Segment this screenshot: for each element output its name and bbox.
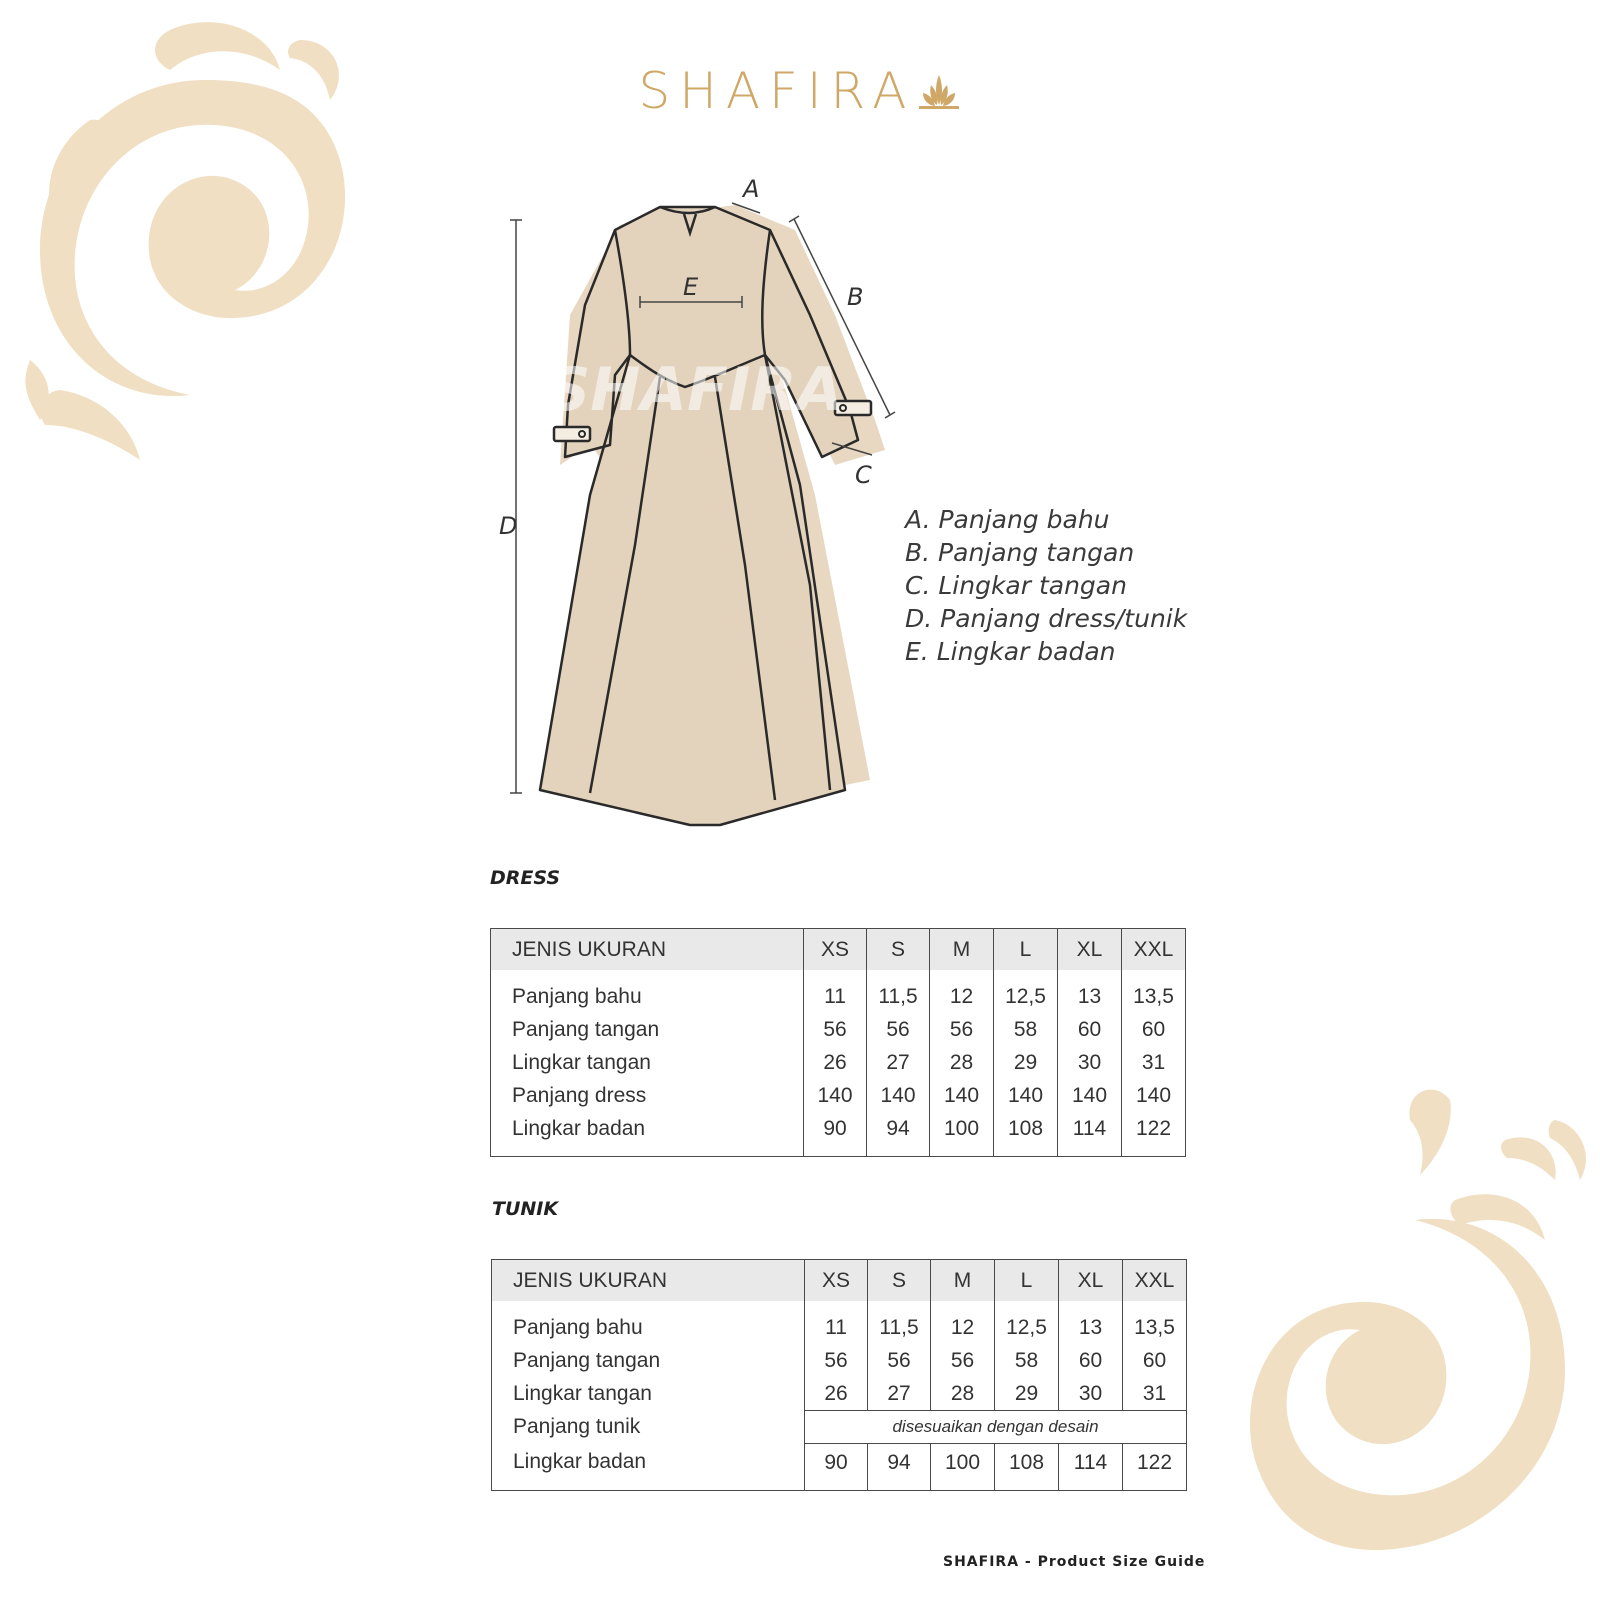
- table-row: [491, 1079, 1186, 1112]
- table-cell: 94: [868, 1444, 931, 1491]
- table-cell: 108: [994, 1112, 1058, 1157]
- header-size: XL: [1059, 1260, 1123, 1302]
- table-cell: 29: [994, 1046, 1058, 1079]
- table-cell: 60: [1058, 1013, 1122, 1046]
- row-label: Lingkar badan: [513, 1450, 647, 1474]
- table-cell: 56: [930, 1013, 994, 1046]
- header-size: XL: [1058, 929, 1122, 971]
- table-cell: 13: [1059, 1301, 1123, 1344]
- table-cell: 30: [1058, 1046, 1122, 1079]
- table-cell: 56: [805, 1344, 868, 1377]
- table-cell: 56: [931, 1344, 995, 1377]
- table-cell: 26: [804, 1046, 867, 1079]
- table-cell: 90: [804, 1112, 867, 1157]
- table-cell: 11,5: [867, 970, 930, 1013]
- table-cell: 94: [867, 1112, 930, 1157]
- label-b: B: [847, 283, 864, 311]
- row-label: Panjang bahu: [513, 1315, 643, 1339]
- table-cell: 114: [1059, 1444, 1123, 1491]
- header-size: M: [930, 929, 994, 971]
- table-cell: 27: [867, 1046, 930, 1079]
- header-size: XS: [805, 1260, 868, 1302]
- table-cell: 140: [930, 1079, 994, 1112]
- table-cell: 30: [1059, 1377, 1123, 1411]
- footer-caption: SHAFIRA - Product Size Guide: [943, 1554, 1206, 1570]
- brand-name: SHAFIRA: [638, 62, 916, 120]
- table-cell: 60: [1059, 1344, 1123, 1377]
- table-cell: 11,5: [868, 1301, 931, 1344]
- table-cell: 27: [868, 1377, 931, 1411]
- tunik-size-table: [491, 1259, 1187, 1491]
- table-cell: 12,5: [994, 970, 1058, 1013]
- table-cell: 122: [1123, 1444, 1187, 1491]
- dress-section-title: DRESS: [490, 867, 561, 889]
- header-size: XXL: [1122, 929, 1186, 971]
- header-size: L: [994, 929, 1058, 971]
- legend-item: B. Panjang tangan: [905, 538, 1135, 567]
- table-cell: 28: [930, 1046, 994, 1079]
- table-cell: 11: [805, 1301, 868, 1344]
- header-size: M: [931, 1260, 995, 1302]
- header-size: XS: [804, 929, 867, 971]
- table-row: [491, 1013, 1186, 1046]
- row-label: Panjang tunik: [513, 1415, 641, 1438]
- table-header-row: [491, 929, 1186, 971]
- table-cell: 140: [994, 1079, 1058, 1112]
- table-cell: 31: [1122, 1046, 1186, 1079]
- row-label: Panjang tangan: [512, 1017, 660, 1041]
- table-cell: 28: [931, 1377, 995, 1411]
- table-cell: 114: [1058, 1112, 1122, 1157]
- lotus-logo-icon: [917, 71, 961, 111]
- legend-item: C. Lingkar tangan: [905, 571, 1127, 600]
- tunik-section-title: TUNIK: [492, 1198, 559, 1220]
- header-label: JENIS UKURAN: [491, 929, 804, 971]
- table-row: [492, 1444, 1187, 1491]
- table-cell: 56: [804, 1013, 867, 1046]
- row-label: Panjang bahu: [512, 984, 642, 1008]
- table-cell: 12: [931, 1301, 995, 1344]
- header-size: L: [995, 1260, 1059, 1302]
- legend-item: A. Panjang bahu: [905, 505, 1110, 534]
- table-cell: 13,5: [1123, 1301, 1187, 1344]
- table-cell: 60: [1122, 1013, 1186, 1046]
- row-label: Lingkar tangan: [512, 1050, 651, 1074]
- table-cell: 100: [931, 1444, 995, 1491]
- ornament-bottom-right: [1235, 1080, 1600, 1600]
- header-label: JENIS UKURAN: [492, 1260, 805, 1302]
- table-cell: 140: [1058, 1079, 1122, 1112]
- row-label: Lingkar tangan: [513, 1381, 652, 1405]
- table-row: [492, 1411, 1187, 1444]
- table-row: [491, 970, 1186, 1013]
- table-cell: 122: [1122, 1112, 1186, 1157]
- header-size: XXL: [1123, 1260, 1187, 1302]
- table-cell: 140: [1122, 1079, 1186, 1112]
- table-cell: 60: [1123, 1344, 1187, 1377]
- table-cell: 29: [995, 1377, 1059, 1411]
- table-row: [491, 1112, 1186, 1157]
- table-cell: 140: [867, 1079, 930, 1112]
- table-row: [492, 1344, 1187, 1377]
- row-label: Panjang dress: [512, 1083, 647, 1107]
- table-cell: 56: [867, 1013, 930, 1046]
- label-e: E: [683, 273, 699, 301]
- table-cell: 58: [994, 1013, 1058, 1046]
- table-header-row: [492, 1260, 1187, 1302]
- diagram-watermark: SHAFIRA: [547, 355, 843, 425]
- label-c: C: [855, 461, 872, 489]
- brand-logo: [0, 62, 1600, 120]
- label-d: D: [499, 512, 518, 540]
- table-cell: 11: [804, 970, 867, 1013]
- table-cell: 58: [995, 1344, 1059, 1377]
- table-row: [492, 1377, 1187, 1411]
- table-row: [491, 1046, 1186, 1079]
- table-cell: 31: [1123, 1377, 1187, 1411]
- dress-illustration: [480, 165, 960, 845]
- table-cell: 26: [805, 1377, 868, 1411]
- row-label: Lingkar badan: [512, 1116, 646, 1140]
- table-cell: 140: [804, 1079, 867, 1112]
- table-row: [492, 1301, 1187, 1344]
- table-cell: 90: [805, 1444, 868, 1491]
- table-cell: 56: [868, 1344, 931, 1377]
- legend-item: D. Panjang dress/tunik: [905, 604, 1188, 633]
- header-size: S: [868, 1260, 931, 1302]
- header-size: S: [867, 929, 930, 971]
- table-cell: 108: [995, 1444, 1059, 1491]
- table-cell: 13,5: [1122, 970, 1186, 1013]
- table-cell: 13: [1058, 970, 1122, 1013]
- measurement-legend: [905, 503, 1187, 668]
- table-cell: 12: [930, 970, 994, 1013]
- dress-size-table: [490, 928, 1186, 1157]
- merged-cell: disesuaikan dengan desain: [805, 1411, 1187, 1444]
- label-a: A: [743, 175, 760, 203]
- legend-item: E. Lingkar badan: [905, 637, 1116, 666]
- table-cell: 12,5: [995, 1301, 1059, 1344]
- row-label: Panjang tangan: [513, 1348, 661, 1372]
- table-cell: 100: [930, 1112, 994, 1157]
